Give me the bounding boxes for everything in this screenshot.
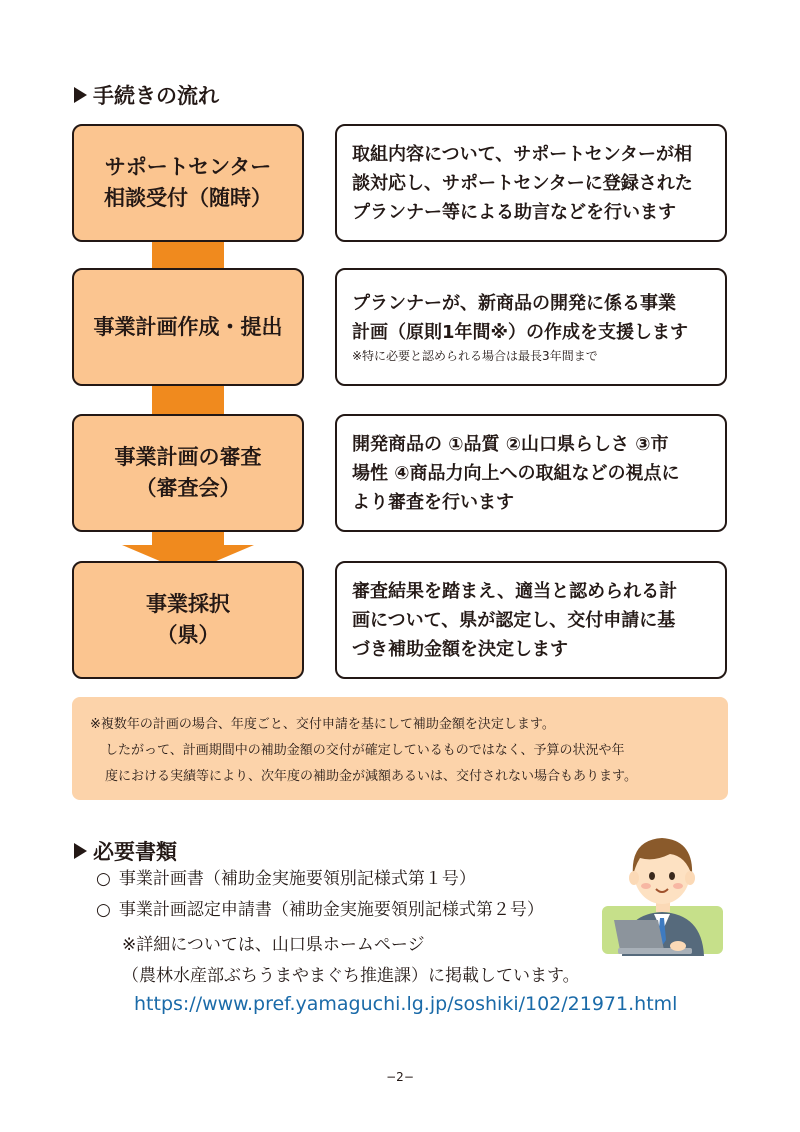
step-label-line: 事業採択 bbox=[146, 592, 230, 616]
office-worker-laptop-illustration bbox=[600, 828, 725, 958]
multi-year-note bbox=[72, 697, 728, 800]
description-line: プランナーが、新商品の開発に係る事業 bbox=[352, 293, 676, 314]
list-item bbox=[96, 864, 544, 895]
step-box-review bbox=[72, 414, 304, 532]
description-line: プランナー等による助言などを行います bbox=[352, 201, 676, 223]
circle-bullet-icon: ○ bbox=[96, 900, 111, 920]
step-box-adoption bbox=[72, 561, 304, 679]
description-line: 審査結果を踏まえ、適当と認められる計 bbox=[352, 580, 678, 602]
description-footnote: ※特に必要と認められる場合は最長3年間まで bbox=[352, 349, 598, 363]
step-label-line: 事業計画の審査 bbox=[114, 445, 262, 469]
step-label-line: （審査会） bbox=[135, 476, 241, 500]
description-line: 開発商品の ①品質 ②山口県らしさ ③市 bbox=[352, 433, 669, 455]
procedure-heading-text: 手続きの流れ bbox=[93, 84, 219, 108]
description-line: より審査を行います bbox=[352, 491, 514, 513]
step-box-plan-creation bbox=[72, 268, 304, 386]
step-label-line: 相談受付（随時） bbox=[104, 186, 272, 210]
step-description-consultation bbox=[335, 124, 727, 242]
detail-line: （農林水産部ぶちうまやまぐち推進課）に掲載しています。 bbox=[122, 966, 580, 986]
detail-note bbox=[122, 930, 580, 992]
flow-connector bbox=[152, 240, 224, 270]
description-line: 取組内容について、サポートセンターが相 bbox=[352, 143, 693, 165]
flow-connector bbox=[152, 532, 224, 546]
step-box-consultation bbox=[72, 124, 304, 242]
detail-line: ※詳細については、山口県ホームページ bbox=[122, 935, 425, 955]
step-label-line: 事業計画作成・提出 bbox=[93, 314, 283, 339]
flow-connector bbox=[152, 386, 224, 416]
document-name: 事業計画書（補助金実施要領別記様式第１号） bbox=[118, 869, 476, 889]
page-number: −2− bbox=[386, 1070, 414, 1084]
required-documents-list bbox=[96, 864, 544, 926]
step-label-line: （県） bbox=[156, 623, 220, 647]
description-line: 計画（原則1年間※）の作成を支援します bbox=[352, 322, 689, 343]
list-item bbox=[96, 895, 544, 926]
note-line: ※複数年の計画の場合、年度ごと、交付申請を基にして補助金額を決定します。 bbox=[90, 717, 555, 732]
circle-bullet-icon: ○ bbox=[96, 869, 111, 889]
procedure-heading bbox=[74, 80, 219, 110]
description-line: 談対応し、サポートセンターに登録された bbox=[352, 172, 693, 194]
note-line: 度における実績等により、次年度の補助金が減額あるいは、交付されない場合もあります。 bbox=[105, 769, 637, 784]
documents-heading bbox=[74, 836, 177, 866]
note-line: したがって、計画期間中の補助金額の交付が確定しているものではなく、予算の状況や年 bbox=[105, 743, 625, 758]
step-description-adoption bbox=[335, 561, 727, 679]
step-description-review bbox=[335, 414, 727, 532]
documents-heading-text: 必要書類 bbox=[93, 840, 177, 864]
description-line: づき補助金額を決定します bbox=[352, 638, 568, 660]
step-label-line: サポートセンター bbox=[104, 155, 272, 179]
play-triangle-icon bbox=[74, 843, 87, 859]
description-line: 場性 ④商品力向上への取組などの視点に bbox=[352, 462, 680, 484]
reference-url-link[interactable]: https://www.pref.yamaguchi.lg.jp/soshiki/102/21971.html bbox=[134, 993, 678, 1015]
document-name: 事業計画認定申請書（補助金実施要領別記様式第２号） bbox=[118, 900, 544, 920]
step-description-plan-creation bbox=[335, 268, 727, 386]
description-line: 画について、県が認定し、交付申請に基 bbox=[352, 609, 676, 631]
play-triangle-icon bbox=[74, 87, 87, 103]
